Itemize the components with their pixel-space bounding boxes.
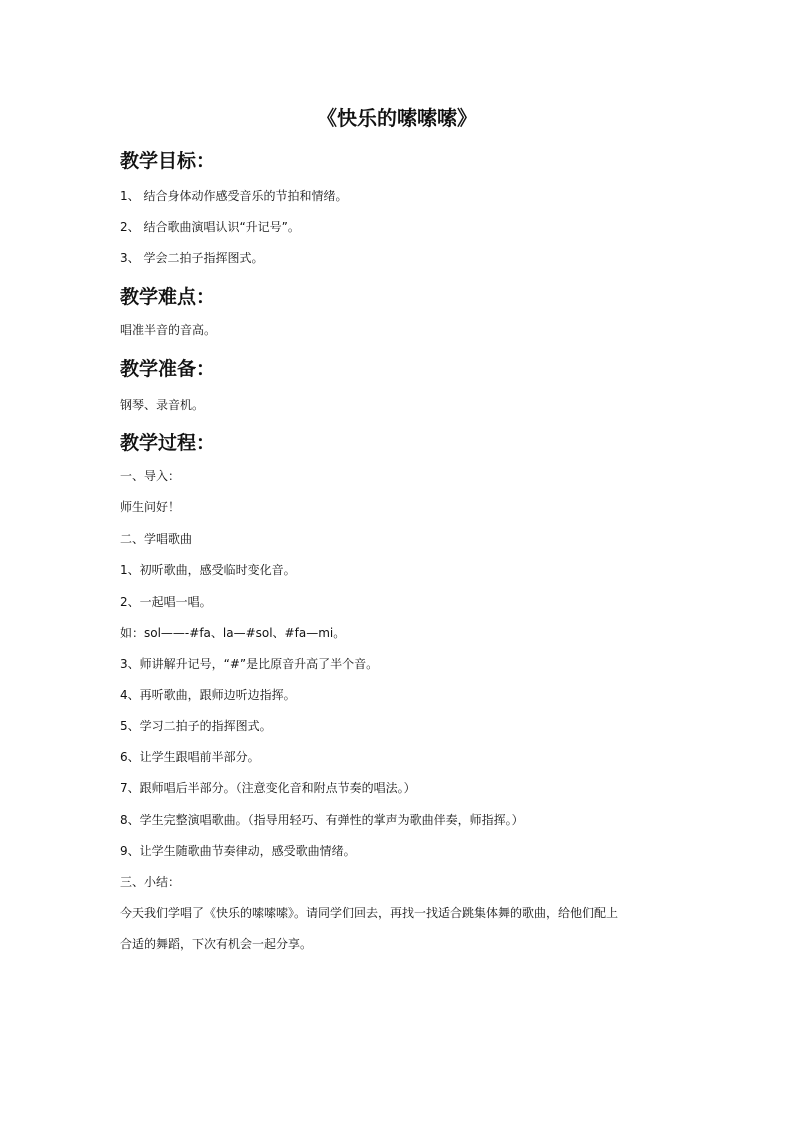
- process-line: 9、让学生随歌曲节奏律动，感受歌曲情绪。: [120, 844, 356, 858]
- objective-item: 1、 结合身体动作感受音乐的节拍和情绪。: [120, 189, 348, 203]
- process-line: 今天我们学唱了《快乐的嗦嗦嗦》。请同学们回去，再找一找适合跳集体舞的歌曲，给他们配上: [120, 906, 619, 920]
- process-line: 8、学生完整演唱歌曲。（指导用轻巧、有弹性的掌声为歌曲伴奏，师指挥。）: [120, 813, 524, 827]
- heading-preparation: 教学准备：: [120, 358, 216, 380]
- heading-objectives: 教学目标：: [120, 150, 216, 172]
- process-line: 1、初听歌曲，感受临时变化音。: [120, 563, 296, 577]
- process-line: 师生问好！: [120, 500, 181, 514]
- process-line: 7、跟师唱后半部分。（注意变化音和附点节奏的唱法。）: [120, 781, 416, 795]
- preparation-text: 钢琴、录音机。: [120, 398, 205, 412]
- difficulty-text: 唱准半音的音高。: [120, 323, 217, 337]
- process-line: 二、学唱歌曲: [120, 532, 193, 546]
- objective-item: 2、 结合歌曲演唱认识“升记号”。: [120, 220, 300, 234]
- process-line: 一、导入：: [120, 469, 181, 483]
- process-line: 三、小结：: [120, 875, 181, 889]
- process-line: 如：sol——-#fa、la—#sol、#fa—mi。: [120, 626, 346, 640]
- process-line: 6、让学生跟唱前半部分。: [120, 750, 260, 764]
- heading-process: 教学过程：: [120, 432, 216, 454]
- process-line: 5、学习二拍子的指挥图式。: [120, 719, 272, 733]
- process-line: 3、师讲解升记号，“#”是比原音升高了半个音。: [120, 657, 379, 671]
- process-line: 2、一起唱一唱。: [120, 595, 212, 609]
- document-title: 《快乐的嗦嗦嗦》: [317, 106, 477, 130]
- process-line: 合适的舞蹈，下次有机会一起分享。: [120, 937, 313, 951]
- heading-difficulty: 教学难点：: [120, 286, 216, 308]
- objective-item: 3、 学会二拍子指挥图式。: [120, 251, 264, 265]
- process-line: 4、再听歌曲，跟师边听边指挥。: [120, 688, 296, 702]
